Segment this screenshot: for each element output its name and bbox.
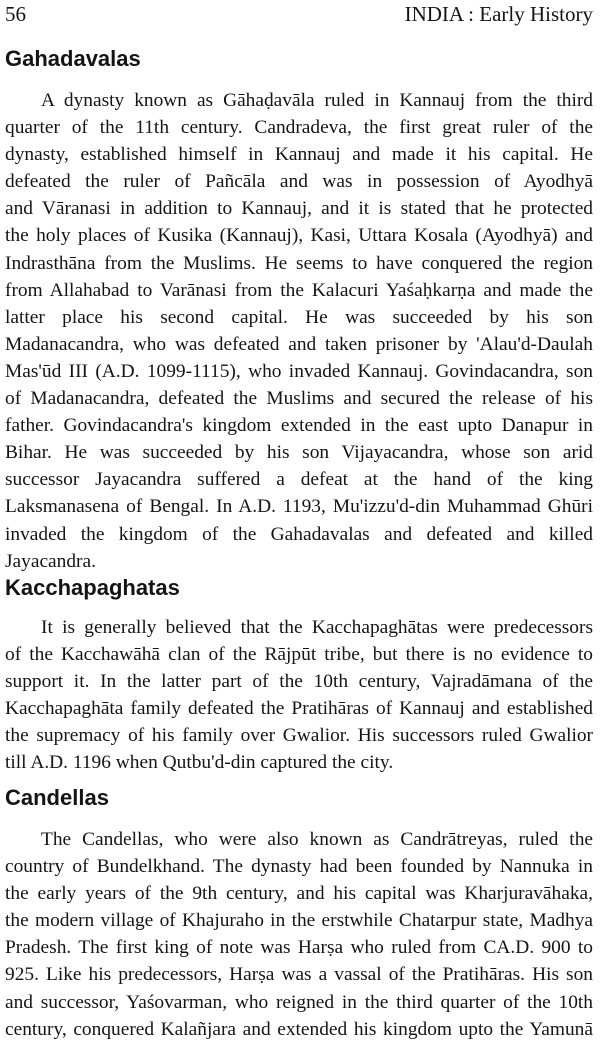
text-line: Bihar. He was succeeded by his son Vijayacandra, whose son arid: [5, 442, 593, 464]
text-line: century, conquered Kalañjara and extended his kingdom upto the Yamunā: [5, 1018, 593, 1040]
text-line: defeated the ruler of Pañcāla and was in possession of Ayodhyā: [5, 171, 593, 193]
section-heading-gahadavalas: Gahadavalas: [5, 46, 141, 71]
text-line: It is generally believed that the Kacchapaghātas were predecessors: [41, 617, 593, 638]
text-line: Mas'ūd III (A.D. 1099-1115), who invaded Kannauj. Govindacandra, son: [5, 360, 593, 382]
text-line: Madanacandra, who was defeated and taken prisoner by 'Alau'd-Daulah: [5, 333, 593, 355]
text-line: The Candellas, who were also known as Candrātreyas, ruled the: [41, 829, 593, 850]
text-line: invaded the kingdom of the Gahadavalas and defeated and killed: [5, 523, 593, 545]
text-line: country of Bundelkhand. The dynasty had been founded by Nannuka in: [5, 856, 593, 878]
text-line: of Madanacandra, defeated the Muslims and secured the release of his: [5, 388, 593, 410]
paragraph-kacchapaghatas: [5, 614, 593, 777]
text-line: father. Govindacandra's kingdom extended in the east upto Danapur in: [5, 415, 593, 437]
text-line: Indrasthāna from the Muslims. He seems to have conquered the region: [5, 252, 593, 274]
running-title: INDIA : Early History: [404, 2, 593, 26]
paragraph-gahadavalas: [5, 87, 593, 575]
page-number: 56: [5, 2, 26, 26]
text-line: 925. Like his predecessors, Harṣa was a vassal of the Pratihāras. His son: [5, 964, 593, 986]
text-line: the modern village of Khajuraho in the erstwhile Chatarpur state, Madhya: [5, 910, 593, 932]
text-line: quarter of the 11th century. Candradeva, the first great ruler of the: [5, 117, 593, 139]
text-line: Pradesh. The first king of note was Harṣa who ruled from CA.D. 900 to: [5, 937, 593, 959]
text-line: Jayacandra.: [5, 550, 96, 572]
text-line: the early years of the 9th century, and his capital was Kharjuravāhaka,: [5, 883, 593, 905]
text-line: A dynasty known as Gāhaḍavāla ruled in Kannauj from the third: [41, 90, 593, 111]
text-line: Kacchapaghāta family defeated the Pratihāras of Kannauj and established: [5, 698, 593, 720]
section-heading-candellas: Candellas: [5, 785, 109, 810]
paragraph-candellas: [5, 826, 593, 1043]
text-line: successor Jayacandra suffered a defeat at the hand of the king: [5, 469, 593, 491]
text-line: Laksmanasena of Bengal. In A.D. 1193, Mu'izzu'd-din Muhammad Ghūri: [5, 496, 593, 518]
text-line: the supremacy of his family over Gwalior. His successors ruled Gwalior: [5, 725, 593, 747]
text-line: latter place his second capital. He was succeeded by his son: [5, 306, 593, 328]
running-head: [5, 1, 593, 27]
text-line: till A.D. 1196 when Qutbu'd-din captured the city.: [5, 752, 394, 774]
text-line: dynasty, established himself in Kannauj and made it his capital. He: [5, 144, 593, 166]
text-line: and Vāranasi in addition to Kannauj, and it is stated that he protected: [5, 198, 593, 220]
text-line: and successor, Yaśovarman, who reigned in the third quarter of the 10th: [5, 991, 593, 1013]
text-line: the holy places of Kusika (Kannauj), Kasi, Uttara Kosala (Ayodhyā) and: [5, 225, 593, 247]
text-line: support it. In the latter part of the 10th century, Vajradāmana of the: [5, 671, 593, 693]
section-heading-kacchapaghatas: Kacchapaghatas: [5, 575, 180, 600]
text-line: from Allahabad to Varānasi from the Kalacuri Yaśaḥkarṇa and made the: [5, 279, 593, 301]
text-line: of the Kacchawāhā clan of the Rājpūt tribe, but there is no evidence to: [5, 644, 593, 666]
